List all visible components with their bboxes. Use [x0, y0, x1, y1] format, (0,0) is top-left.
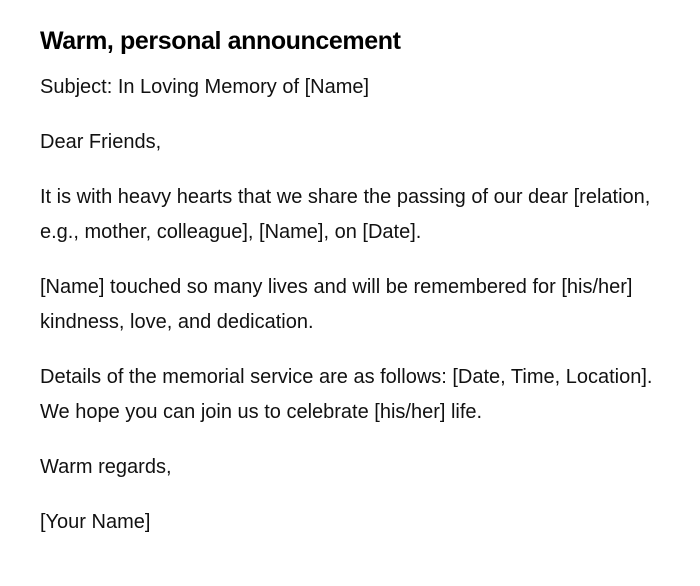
greeting: Dear Friends, — [40, 131, 162, 153]
body-paragraph-service-details: Details of the memorial service are as follows: [Date, Time, Location]. We hope you can join us to celebrate [his/her] life. — [40, 366, 653, 423]
subject-line: Subject: In Loving Memory of [Name] — [40, 76, 370, 98]
closing: Warm regards, — [40, 456, 172, 478]
document-title: Warm, personal announcement — [40, 27, 401, 55]
body-paragraph-passing: It is with heavy hearts that we share the passing of our dear [relation, e.g., mother, colleague], [Name], on [Date]. — [40, 186, 651, 243]
signature: [Your Name] — [40, 511, 151, 533]
body-paragraph-remembrance: [Name] touched so many lives and will be remembered for [his/her] kindness, love, and dedication. — [40, 276, 633, 333]
announcement-document — [40, 24, 660, 540]
